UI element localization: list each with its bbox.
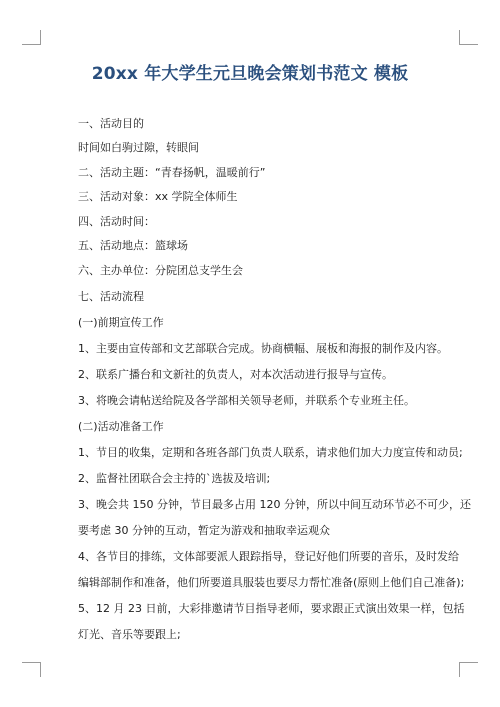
document-title: 20xx 年大学生元旦晚会策划书范文 模板 — [91, 64, 409, 84]
list-item-continuation: 灯光、音乐等要跟上; — [78, 628, 181, 641]
section-heading-time: 四、活动时间： — [78, 215, 155, 228]
section-heading-organizer: 六、主办单位：分院团总支学生会 — [78, 264, 243, 277]
list-item-continuation: 编辑部制作和准备，他们所要道具服装也要尽力帮忙准备(原则上他们自己准备); — [78, 576, 465, 589]
list-item-continuation: 要考虑 30 分钟的互动，暂定为游戏和抽取幸运观众 — [78, 524, 330, 537]
list-item: 4、各节目的排练，文体部要派人跟踪指导，登记好他们所要的音乐，及时发给 — [78, 550, 459, 563]
crop-mark-bottom-right — [459, 662, 478, 677]
section-heading-process: 七、活动流程 — [78, 290, 144, 303]
crop-mark-top-left — [22, 30, 41, 45]
section-heading-purpose: 一、活动目的 — [78, 117, 144, 130]
subsection-heading-promotion: (一)前期宣传工作 — [78, 316, 164, 329]
crop-mark-bottom-left — [22, 662, 41, 677]
list-item: 2、监督社团联合会主持的`选拔及培训; — [78, 472, 271, 485]
list-item: 3、将晚会请帖送给院及各学部相关领导老师，并联系个专业班主任。 — [78, 394, 415, 407]
section-heading-audience: 三、活动对象：xx 学院全体师生 — [78, 190, 238, 203]
section-heading-location: 五、活动地点：篮球场 — [78, 239, 188, 252]
list-item: 3、晚会共 150 分钟，节目最多占用 120 分钟，所以中间互动环节必不可少，还 — [78, 498, 471, 511]
list-item: 5、12 月 23 日前，大彩排邀请节目指导老师，要求跟正式演出效果一样，包括 — [78, 602, 465, 615]
paragraph-line: 时间如白驹过隙，转眼间 — [78, 141, 199, 154]
list-item: 1、节目的收集，定期和各班各部门负责人联系，请求他们加大力度宣传和动员; — [78, 446, 463, 459]
list-item: 1、主要由宣传部和文艺部联合完成。协商横幅、展板和海报的制作及内容。 — [78, 342, 448, 355]
subsection-heading-preparation: (二)活动准备工作 — [78, 420, 164, 433]
crop-mark-top-right — [459, 30, 478, 45]
list-item: 2、联系广播台和文新社的负责人，对本次活动进行报导与宣传。 — [78, 368, 393, 381]
section-heading-theme: 二、活动主题：“青春扬帆，温暖前行” — [78, 166, 266, 179]
